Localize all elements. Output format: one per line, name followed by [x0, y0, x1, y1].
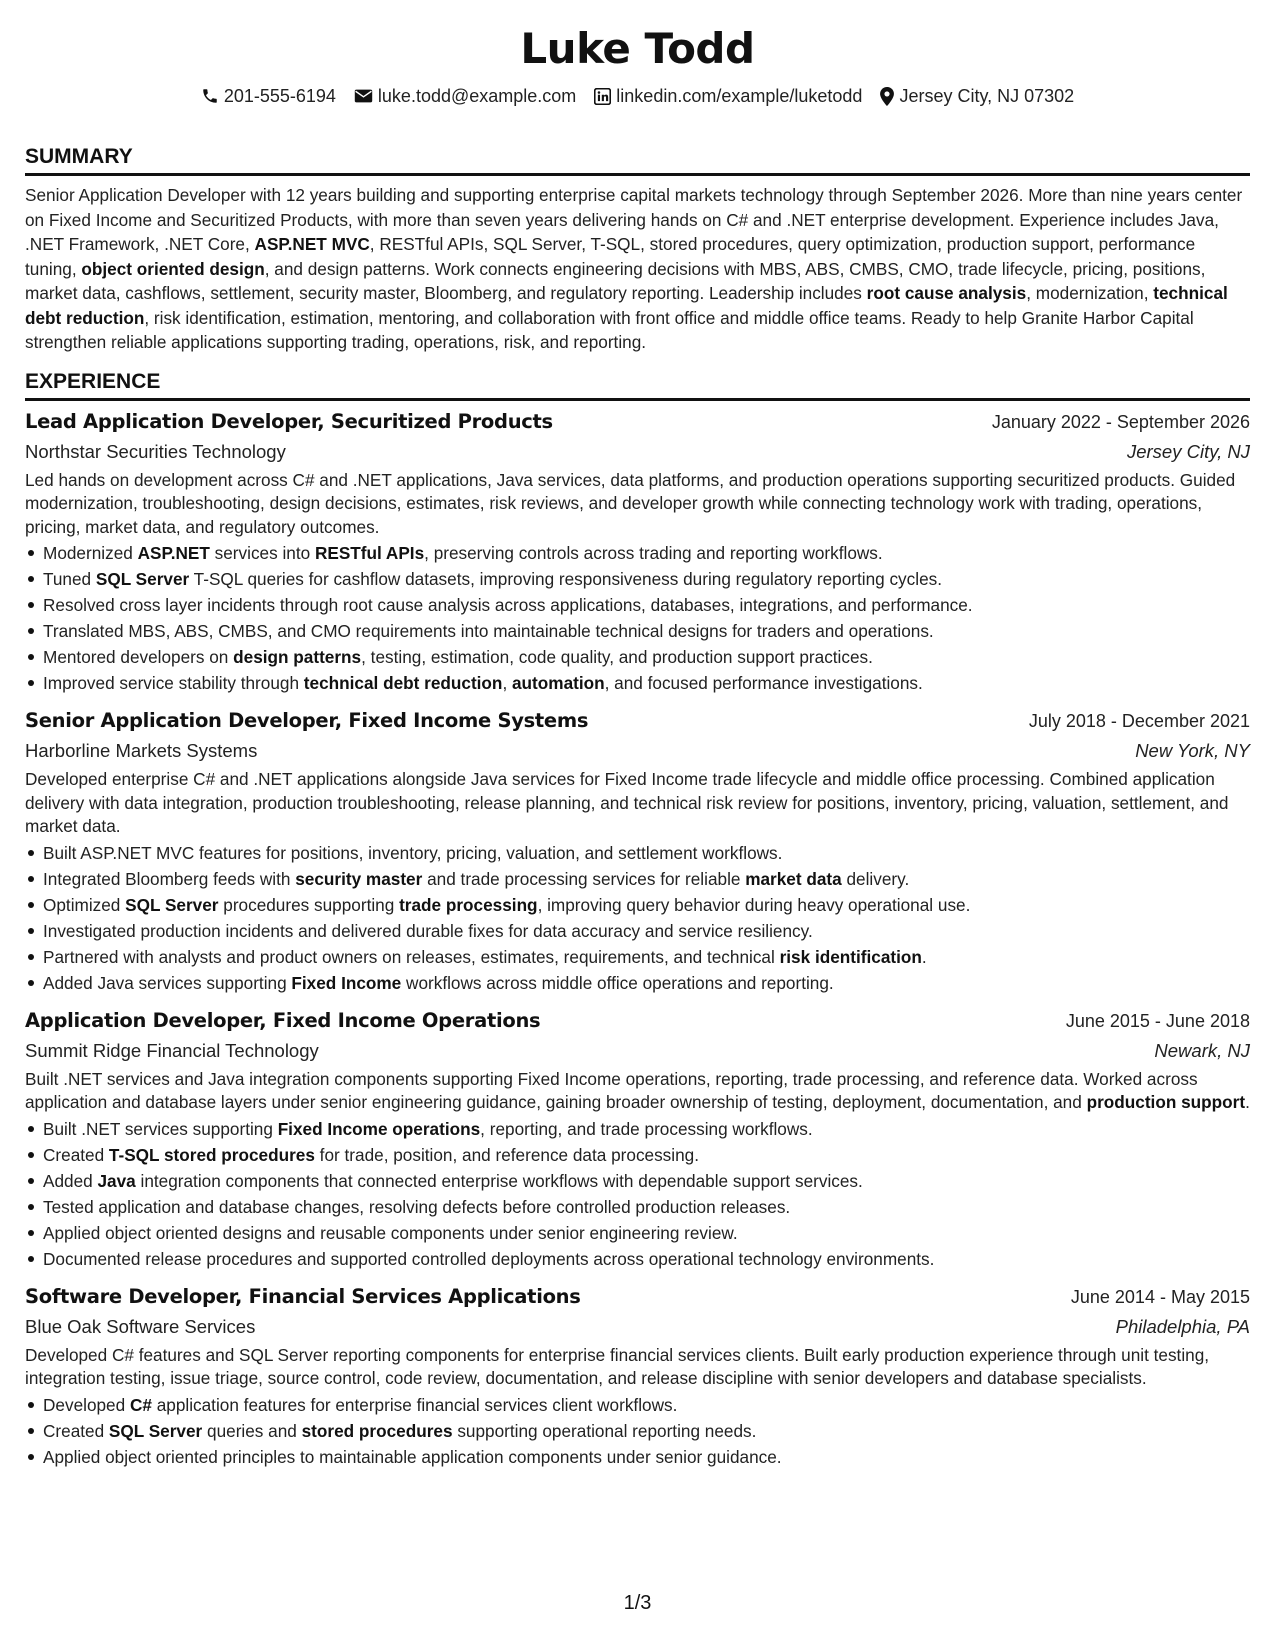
job-entry	[25, 407, 1250, 697]
emphasis-text: Fixed Income	[291, 972, 402, 993]
job-header	[25, 1282, 1250, 1312]
emphasis-text: Java	[97, 1170, 136, 1191]
job-dates: July 2018 - December 2021	[1028, 711, 1250, 731]
email-link[interactable]: luke.todd@example.com	[377, 86, 577, 106]
bullet-item: Improved service stability through technical debt reduction, automation, and focused performance investigations.	[43, 670, 1250, 696]
bullet-item: Optimized SQL Server procedures supporting trade processing, improving query behavior during heavy operational use.	[43, 892, 1250, 918]
job-description: Developed C# features and SQL Server reporting components for enterprise financial services clients. Built early production experience through unit testing, integration testing, issue triage, source control, code review, documentation, and release discipline with senior developers and database specialists.	[25, 1344, 1210, 1388]
bullet-item: Added Java integration components that connected enterprise workflows with dependable support services.	[43, 1168, 1250, 1194]
company-name: Summit Ridge Financial Technology	[25, 1039, 319, 1061]
company-name: Northstar Securities Technology	[25, 440, 286, 462]
emphasis-text: SQL Server	[108, 1420, 203, 1441]
bullet-item: Modernized ASP.NET services into RESTful APIs, preserving controls across trading and reporting workflows.	[43, 540, 1250, 566]
bullet-item: Resolved cross layer incidents through root cause analysis across applications, databases, integrations, and performance.	[43, 592, 1250, 618]
company-name: Blue Oak Software Services	[25, 1315, 256, 1337]
envelope-icon	[354, 88, 373, 104]
page-number: 1/3	[623, 1592, 652, 1614]
emphasis-text: SQL Server	[95, 569, 190, 589]
job-header	[25, 407, 1250, 437]
job-title: Application Developer, Fixed Income Operations	[25, 1008, 541, 1032]
job-location: New York, NY	[1135, 740, 1250, 761]
experience-list	[25, 407, 1250, 1470]
job-subheader	[25, 1312, 1250, 1342]
job-entry	[25, 706, 1250, 996]
emphasis-text: ASP.NET MVC	[254, 234, 370, 254]
bullet-item: Documented release procedures and supported controlled deployments across operational technology environments.	[43, 1246, 1250, 1272]
bullet-item: Created T-SQL stored procedures for trade, position, and reference data processing.	[43, 1142, 1250, 1168]
emphasis-text: T-SQL stored procedures	[108, 1144, 315, 1165]
emphasis-text: technical debt reduction	[303, 673, 503, 693]
job-bullets	[25, 540, 1250, 696]
bullet-item: Applied object oriented principles to maintainable application components under senior guidance.	[43, 1444, 1250, 1470]
emphasis-text: SQL Server	[125, 894, 219, 915]
contact-location	[880, 84, 1074, 108]
job-location: Philadelphia, PA	[1115, 1315, 1250, 1337]
emphasis-text: design patterns	[233, 647, 362, 667]
experience-heading: EXPERIENCE	[25, 369, 1250, 401]
bullet-item: Integrated Bloomberg feeds with security master and trade processing services for reliable market data delivery.	[43, 866, 1250, 892]
job-description: Built .NET services and Java integration components supporting Fixed Income operations, reporting, trade processing, and reference data. Worked across application and database layers under senior engineering guidance, gaining broader ownership of testing, deployment, documentation, and production support.	[25, 1068, 1250, 1112]
emphasis-text: production support	[1086, 1092, 1246, 1112]
job-subheader	[25, 736, 1250, 766]
emphasis-text: risk identification	[779, 946, 922, 967]
job-entry	[25, 1282, 1250, 1470]
bullet-item: Built ASP.NET MVC features for positions, inventory, pricing, valuation, and settlement workflows.	[43, 840, 1250, 866]
job-entry	[25, 1006, 1250, 1272]
bullet-item: Built .NET services supporting Fixed Income operations, reporting, and trade processing workflows.	[43, 1116, 1250, 1142]
emphasis-text: stored procedures	[301, 1420, 453, 1441]
contact-linkedin[interactable]	[594, 84, 862, 108]
bullet-item: Partnered with analysts and product owners on releases, estimates, requirements, and technical risk identification.	[43, 944, 1250, 970]
emphasis-text: Fixed Income operations	[277, 1118, 481, 1139]
emphasis-text: object oriented design	[81, 258, 265, 279]
job-bullets	[25, 1392, 1250, 1470]
job-location: Jersey City, NJ	[1126, 440, 1250, 462]
map-pin-icon	[880, 87, 894, 106]
job-header	[25, 1006, 1250, 1036]
company-name: Harborline Markets Systems	[25, 740, 258, 761]
emphasis-text: RESTful APIs	[314, 543, 425, 563]
job-description: Developed enterprise C# and .NET applications alongside Java services for Fixed Income trade lifecycle and middle office processing. Combined application delivery with data integration, production troubleshooting, release planning, and technical risk review for positions, inventory, pricing, valuation, settlement, and market data.	[25, 769, 1229, 836]
emphasis-text: root cause analysis	[866, 283, 1027, 303]
emphasis-text: trade processing	[399, 894, 538, 915]
summary-heading: SUMMARY	[25, 144, 1250, 176]
job-subheader	[25, 1036, 1250, 1066]
emphasis-text: market data	[745, 868, 842, 889]
resume-page	[25, 0, 1250, 1470]
candidate-name: Luke Todd	[520, 24, 755, 73]
job-bullets	[25, 1116, 1250, 1272]
job-bullets	[25, 840, 1250, 996]
job-title: Senior Application Developer, Fixed Income Systems	[25, 709, 589, 732]
job-dates: June 2015 - June 2018	[1065, 1010, 1250, 1031]
job-header	[25, 706, 1250, 736]
linkedin-icon	[594, 88, 611, 105]
bullet-item: Translated MBS, ABS, CMBS, and CMO requirements into maintainable technical designs for traders and operations.	[43, 618, 1250, 644]
contact-phone	[201, 84, 336, 108]
emphasis-text: security master	[295, 868, 423, 889]
bullet-item: Tuned SQL Server T-SQL queries for cashflow datasets, improving responsiveness during regulatory reporting cycles.	[43, 566, 1250, 592]
job-location: Newark, NJ	[1154, 1039, 1250, 1061]
emphasis-text: C#	[129, 1394, 152, 1415]
job-title: Software Developer, Financial Services Applications	[25, 1284, 581, 1308]
summary-text: Senior Application Developer with 12 years building and supporting enterprise capital markets technology through September 2026. More than nine years center on Fixed Income and Securitized Products, with more than seven years delivering hands on C# and .NET enterprise development. Experience includes Java, .NET Framework, .NET Core, ASP.NET MVC, RESTful APIs, SQL Server, T-SQL, stored procedures, query optimization, production support, performance tuning, object oriented design, and design patterns. Work connects engineering decisions with MBS, ABS, CMBS, CMO, trade lifecycle, pricing, positions, market data, cashflows, settlement, security master, Bloomberg, and regulatory reporting. Leadership includes root cause analysis, modernization, technical debt reduction, risk identification, estimation, mentoring, and collaboration with front office and middle office teams. Ready to help Granite Harbor Capital strengthen reliable applications supporting trading, operations, risk, and reporting.	[25, 185, 1243, 352]
emphasis-text: ASP.NET	[137, 543, 210, 563]
job-title: Lead Application Developer, Securitized Products	[25, 409, 553, 433]
phone-text: 201-555-6194	[223, 86, 336, 106]
job-subheader	[25, 437, 1250, 467]
emphasis-text: technical debt reduction	[25, 283, 1228, 328]
job-dates: January 2022 - September 2026	[991, 411, 1250, 432]
job-description: Led hands on development across C# and .NET applications, Java services, data platforms, and production operations supporting securitized products. Guided modernization, troubleshooting, design decisions, estimates, risk reviews, and developer growth while connecting technology work with trading, operations, pricing, market data, and regulatory outcomes.	[25, 469, 1236, 537]
bullet-item: Developed C# application features for enterprise financial services client workflows.	[43, 1392, 1250, 1418]
contact-email[interactable]	[354, 84, 576, 108]
bullet-item: Created SQL Server queries and stored procedures supporting operational reporting needs.	[43, 1418, 1250, 1444]
bullet-item: Mentored developers on design patterns, testing, estimation, code quality, and production support practices.	[43, 644, 1250, 670]
bullet-item: Added Java services supporting Fixed Income workflows across middle office operations and reporting.	[43, 970, 1250, 996]
bullet-item: Investigated production incidents and delivered durable fixes for data accuracy and service resiliency.	[43, 918, 1250, 944]
bullet-item: Tested application and database changes, resolving defects before controlled production releases.	[43, 1194, 1250, 1220]
phone-icon	[201, 87, 219, 105]
emphasis-text: automation	[512, 673, 605, 693]
job-dates: June 2014 - May 2015	[1070, 1286, 1250, 1307]
location-text: Jersey City, NJ 07302	[899, 86, 1075, 106]
contact-bar	[25, 84, 1250, 108]
linkedin-link[interactable]: linkedin.com/example/luketodd	[616, 86, 863, 106]
bullet-item: Applied object oriented designs and reusable components under senior engineering review.	[43, 1220, 1250, 1246]
